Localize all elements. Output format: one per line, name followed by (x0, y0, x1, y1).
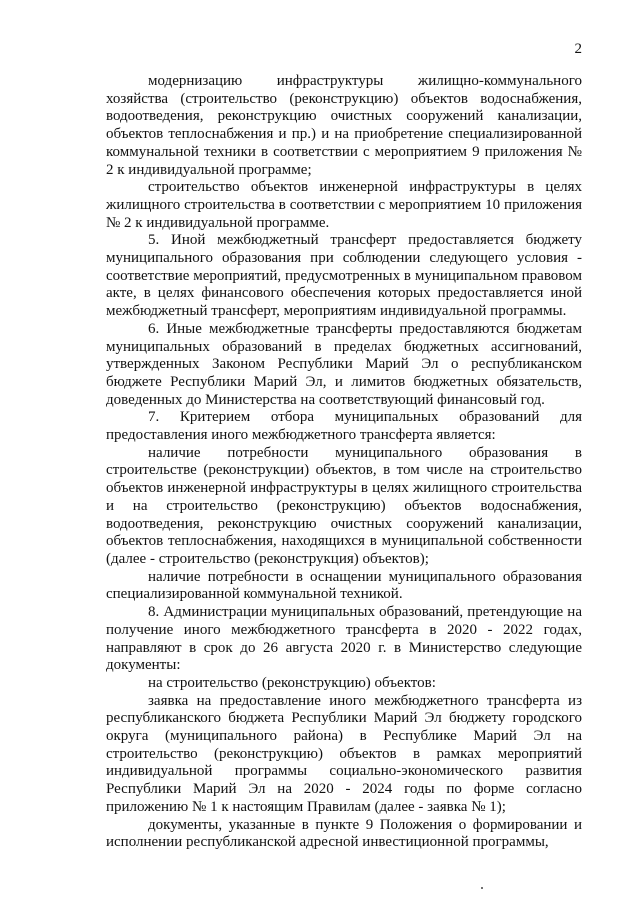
paragraph-item-8: 8. Администрации муниципальных образований, претендующие на получение иного межбюджетного трансферта в 2020 - 2022 годах, направляют в срок до 26 августа 2020 г. в Министерство следующие документы: (106, 604, 582, 674)
paragraph-item-6: 6. Иные межбюджетные трансферты предоставляются бюджетам муниципальных образований в пределах бюджетных ассигнований, утвержденных Законом Республики Марий Эл о республиканском бюджете Республики Марий Эл, и лимитов бюджетных обязательств, доведенных до Министерства на соответствующий финансовый год. (106, 320, 582, 408)
paragraph-criterion-equipment: наличие потребности в оснащении муниципального образования специализированной коммунальной техникой. (106, 568, 582, 603)
paragraph-criterion-construction: наличие потребности муниципального образования в строительстве (реконструкции) объектов, в том числе на строительство объектов инженерной инфраструктуры в целях жилищного строительства и на строительство (реконструкцию) объектов водоснабжения, водоотведения, реконструкцию очистных сооружений канализации, объектов теплоснабжения, находящихся в муниципальной собственности (далее - строительство (реконструкция) объектов); (106, 444, 582, 567)
page-number: 2 (574, 41, 582, 57)
paragraph-modernization: модернизацию инфраструктуры жилищно-коммунального хозяйства (строительство (реконструкцию) объектов водоснабжения, водоотведения, реконструкцию очистных сооружений канализации, объектов теплоснабжения и пр.) и на приобретение специализированной коммунальной техники в соответствии с мероприятием 9 приложения № 2 к индивидуальной программе; (106, 73, 582, 178)
paragraph-documents-item-9: документы, указанные в пункте 9 Положения о формировании и исполнении республиканской адресной инвестиционной программы, (106, 816, 582, 851)
document-body (106, 73, 582, 852)
paragraph-construction-heading: на строительство (реконструкцию) объектов: (148, 674, 436, 691)
paragraph-item-7: 7. Критерием отбора муниципальных образований для предоставления иного межбюджетного трансферта является: (106, 409, 582, 444)
paragraph-item-5: 5. Иной межбюджетный трансферт предоставляется бюджету муниципального образования при соблюдении следующего условия - соответствие мероприятий, предусмотренных в муниципальном правовом акте, в целях финансового обеспечения которых предоставляется иной межбюджетный трансферт, мероприятиям индивидуальной программы. (106, 232, 582, 320)
paragraph-engineering-infrastructure: строительство объектов инженерной инфраструктуры в целях жилищного строительства в соответствии с мероприятием 10 приложения № 2 к индивидуальной программе. (106, 179, 582, 231)
paragraph-application-1: заявка на предоставление иного межбюджетного трансферта из республиканского бюджета Республики Марий Эл бюджету городского округа (муниципального района) в Республике Марий Эл на строительство (реконструкцию) объектов в рамках мероприятий индивидуальной программы социально-экономического развития Республики Марий Эл на 2020 - 2024 годы по форме согласно приложению № 1 к настоящим Правилам (далее - заявка № 1); (106, 692, 582, 815)
scan-speck (481, 887, 483, 889)
